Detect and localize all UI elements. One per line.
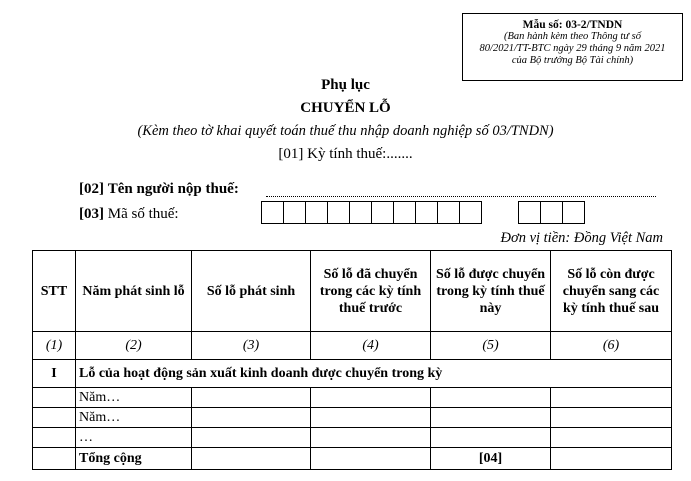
taxid-line [79, 206, 179, 223]
index-cell: (3) [192, 332, 311, 360]
year-cell[interactable]: Năm… [76, 388, 192, 408]
section-number: I [33, 360, 76, 388]
header-cell: Năm phát sinh lỗ [76, 251, 192, 332]
taxpayer-name-field[interactable] [266, 196, 656, 197]
page-title: CHUYỂN LỖ [300, 100, 391, 116]
tax-period: [01] Kỳ tính thuế:....... [278, 146, 413, 162]
currency-unit: Đơn vị tiền: Đồng Việt Nam [500, 230, 663, 246]
form-code-box [462, 13, 683, 81]
index-cell: (5) [431, 332, 551, 360]
header-cell: Số lỗ được chuyển trong kỳ tính thuế này [431, 251, 551, 332]
total-row [33, 448, 672, 470]
year-cell[interactable]: … [76, 428, 192, 448]
appendix-label: Phụ lục [321, 77, 370, 93]
section-title: Lỗ của hoạt động sản xuất kinh doanh được chuyển trong kỳ [76, 360, 672, 388]
index-cell: (1) [33, 332, 76, 360]
form-code: Mẫu số: 03-2/TNDN [522, 19, 623, 31]
taxpayer-code: [02] [79, 181, 104, 197]
table-row [33, 428, 672, 448]
header-cell: STT [33, 251, 76, 332]
form-note-3: của Bộ trưởng Bộ Tài chính) [511, 55, 634, 66]
form-note-2: 80/2021/TT-BTC ngày 29 tháng 9 năm 2021 [479, 43, 666, 54]
table-row [33, 408, 672, 428]
index-cell: (4) [311, 332, 431, 360]
year-cell[interactable]: Năm… [76, 408, 192, 428]
header-cell: Số lỗ đã chuyển trong các kỳ tính thuế trước [311, 251, 431, 332]
header-cell: Số lỗ phát sinh [192, 251, 311, 332]
taxpayer-name-line [79, 181, 239, 198]
loss-transfer-table [32, 250, 672, 470]
total-label: Tổng cộng [76, 448, 192, 470]
index-cell: (6) [551, 332, 672, 360]
form-note-1: (Ban hành kèm theo Thông tư số [504, 31, 641, 42]
taxid-boxes-main[interactable] [262, 201, 482, 224]
table-row [33, 388, 672, 408]
section-row [33, 360, 672, 388]
page-subtitle: (Kèm theo tờ khai quyết toán thuế thu nhập doanh nghiệp số 03/TNDN) [137, 123, 554, 139]
header-cell: Số lỗ còn được chuyển sang các kỳ tính thuế sau [551, 251, 672, 332]
index-cell: (2) [76, 332, 192, 360]
header-row [33, 251, 672, 332]
taxpayer-label: Tên người nộp thuế: [107, 181, 239, 197]
taxid-boxes-branch[interactable] [519, 201, 585, 224]
taxid-label: Mã số thuế: [107, 206, 179, 222]
taxid-code: [03] [79, 206, 104, 222]
index-row [33, 332, 672, 360]
total-code: [04] [431, 448, 551, 470]
